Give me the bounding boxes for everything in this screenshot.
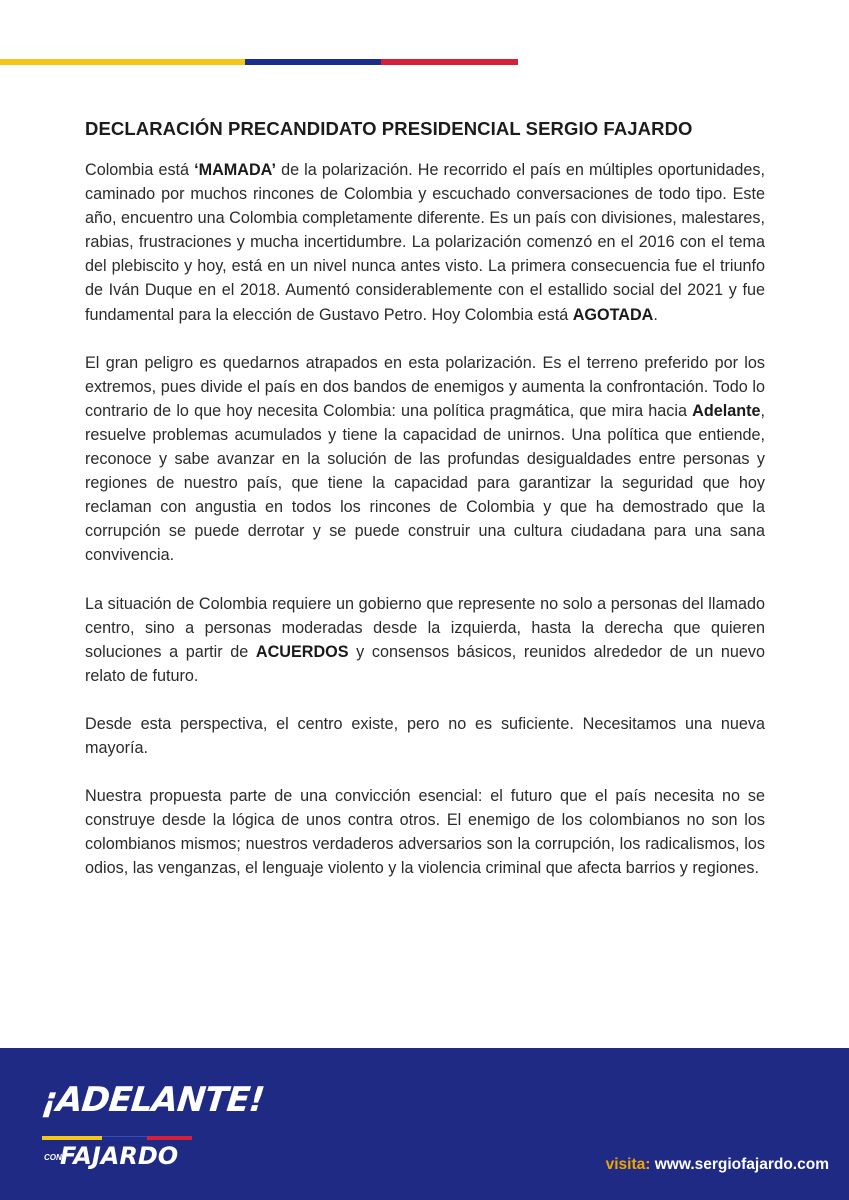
p1-bold-agotada: AGOTADA — [572, 305, 654, 324]
paragraph-4: Desde esta perspectiva, el centro existe, pero no es suficiente. Necesitamos una nueva mayoría. — [85, 714, 765, 757]
document-body — [85, 118, 765, 904]
flag-color-bar — [0, 59, 518, 65]
logo-blue-stripe — [102, 1136, 147, 1141]
p3-text-a: La situación de Colombia requiere un gobierno que represente no solo a personas del llamado centro, sino a personas moderadas desde la izquierda, hasta la derecha que quieren soluciones a partir de — [85, 594, 765, 661]
p3-text-c: y consensos básicos, reunidos alrededor de un nuevo relato de futuro. — [85, 642, 766, 685]
visit-website[interactable] — [606, 1156, 829, 1174]
logo-sub-text: FAJARDO — [60, 1142, 179, 1170]
paragraph-5: Nuestra propuesta parte de una convicción esencial: el futuro que el país necesita no se construye desde la lógica de unos contra otros. El enemigo de los colombianos no son los colombianos mismos; nuestros verdaderos adversarios son la corrupción, los radicalismos, los odios, las venganzas, el lenguaje violento y la violencia criminal que afecta barrios y regiones. — [85, 787, 765, 878]
logo-con-text: CON — [44, 1153, 62, 1162]
logo-red-stripe — [147, 1136, 192, 1140]
p2-bold-adelante: Adelante — [692, 401, 761, 420]
p2-text-a: El gran peligro es quedarnos atrapados en esta polarización. Es el terreno preferido por los extremos, pues divide el país en dos bandos de enemigos y aumenta la confrontación. Todo lo contrario de lo que hoy necesita Colombia: una política pragmática, que mira hacia — [85, 353, 765, 420]
visit-label: visita: — [605, 1156, 651, 1173]
p3-bold-acuerdos: ACUERDOS — [255, 642, 349, 661]
footer-banner — [0, 1048, 849, 1200]
p1-text-c: de la polarización. He recorrido el país en múltiples oportunidades, caminado por muchos rincones de Colombia y escuchado conversaciones de todo tipo. Este año, encuentro una Colombia completamente diferente. Es un país con divisiones, malestares, rabias, frustraciones y mucha incertidumbre. La polarización comenzó en el 2016 con el tema del plebiscito y hoy, está en un nivel nunca antes visto. La primera consecuencia fue el triunfo de Iván Duque en el 2018. Aumentó considerablemente con el estallido social del 2021 y fue fundamental para la elección de Gustavo Petro. Hoy Colombia está — [85, 161, 765, 324]
document-title: DECLARACIÓN PRECANDIDATO PRESIDENCIAL SERGIO FAJARDO — [85, 118, 693, 139]
logo-yellow-stripe — [42, 1136, 102, 1140]
flag-yellow-stripe — [0, 59, 245, 65]
p1-bold-mamada: ‘MAMADA’ — [194, 161, 276, 179]
flag-red-stripe — [381, 59, 518, 65]
paragraph-1 — [85, 158, 765, 327]
website-link[interactable]: www.sergiofajardo.com — [654, 1156, 829, 1173]
paragraph-2 — [85, 351, 765, 568]
p1-text-d: . — [653, 305, 658, 324]
logo-main-text: ¡ADELANTE! — [39, 1080, 266, 1120]
paragraph-3 — [85, 592, 765, 688]
p2-text-c: , resuelve problemas acumulados y tiene la capacidad de unirnos. Una política que entiende, reconoce y sabe avanzar en la solución de las profundas desigualdades entre personas y regiones de nuestro país, que tiene la capacidad para garantizar la seguridad que hoy reclaman con angustia en todos los rincones de Colombia y que ha demostrado que la corrupción se puede derrotar y se puede construir una cultura ciudadana para una sana convivencia. — [85, 401, 765, 565]
flag-blue-stripe — [245, 59, 381, 65]
p1-text-a: Colombia está — [85, 161, 195, 179]
adelante-fajardo-logo — [39, 1078, 266, 1178]
